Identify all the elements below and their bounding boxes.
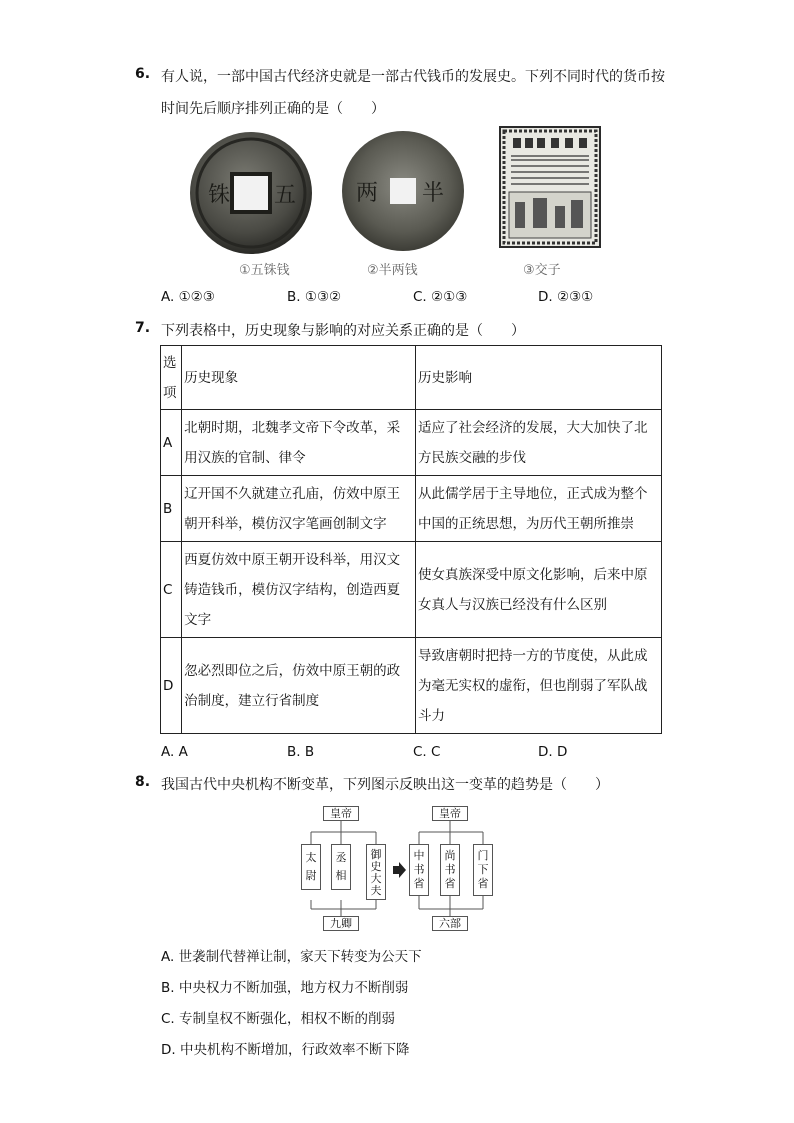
- official-yushidafu: 御 史 大 夫: [366, 844, 386, 900]
- q6-option-a[interactable]: A. ①②③: [161, 289, 215, 305]
- row-phenomenon: 西夏仿效中原王朝开设科举，用汉文 铸造钱币，模仿汉字结构，创造西夏 文字: [182, 542, 416, 638]
- row-impact: 导致唐朝时把持一方的节度使，从此成 为毫无实权的虚衔，但也削弱了军队战 斗力: [416, 638, 662, 734]
- table-header-row: [161, 346, 662, 410]
- row-key: D: [161, 638, 182, 734]
- row-phenomenon: 忽必烈即位之后，仿效中原王朝的政 治制度，建立行省制度: [182, 638, 416, 734]
- q8-option-a[interactable]: A. 世袭制代替禅让制，家天下转变为公天下: [161, 949, 422, 965]
- table-row: [161, 476, 662, 542]
- q8-option-d[interactable]: D. 中央机构不断增加，行政效率不断下降: [161, 1042, 410, 1058]
- row-key: B: [161, 476, 182, 542]
- six-ministries-box: 六部: [432, 916, 468, 931]
- row-phenomenon: 北朝时期，北魏孝文帝下令改革，采 用汉族的官制、律令: [182, 410, 416, 476]
- arrow-right-icon: [393, 862, 406, 878]
- emperor-box-right: 皇帝: [432, 806, 468, 821]
- question-8-stem: 我国古代中央机构不断变革，下列图示反映出这一变革的趋势是（ ）: [161, 777, 609, 793]
- table-row: [161, 542, 662, 638]
- row-impact: 从此儒学居于主导地位，正式成为整个 中国的正统思想，为历代王朝所推崇: [416, 476, 662, 542]
- question-6-stem-line1: 有人说，一部中国古代经济史就是一部古代钱币的发展史。下列不同时代的货币按: [161, 69, 665, 85]
- central-organs-diagram: [296, 800, 500, 935]
- banliang-coin-image: [340, 128, 466, 254]
- official-chengxiang: 丞 相: [331, 844, 351, 890]
- table-row: [161, 410, 662, 476]
- header-phenomenon-cell: 历史现象: [182, 346, 416, 410]
- table-row: [161, 638, 662, 734]
- row-phenomenon: 辽开国不久就建立孔庙，仿效中原王 朝开科举，模仿汉字笔画创制文字: [182, 476, 416, 542]
- note-label-jiaozi: ③交子: [523, 263, 561, 278]
- official-taiwei: 太 尉: [301, 844, 321, 890]
- wuzhu-coin-image: [188, 130, 314, 256]
- coin-char-left: 两: [356, 181, 379, 206]
- q7-option-a[interactable]: A. A: [161, 744, 188, 760]
- row-impact: 适应了社会经济的发展，大大加快了北 方民族交融的步伐: [416, 410, 662, 476]
- coin-label-wuzhu: ①五铢钱: [239, 263, 290, 278]
- nine-ministers-box: 九卿: [323, 916, 359, 931]
- question-6-stem-line2: 时间先后顺序排列正确的是（ ）: [161, 101, 385, 117]
- row-impact: 使女真族深受中原文化影响，后来中原 女真人与汉族已经没有什么区别: [416, 542, 662, 638]
- jiaozi-note-image: [499, 126, 601, 248]
- question-7-stem: 下列表格中，历史现象与影响的对应关系正确的是（ ）: [161, 323, 525, 339]
- official-shangshusheng: 尚 书 省: [440, 844, 460, 896]
- q7-option-d[interactable]: D. D: [538, 744, 568, 760]
- header-impact-cell: 历史影响: [416, 346, 662, 410]
- q6-option-b[interactable]: B. ①③②: [287, 289, 342, 305]
- q6-option-d[interactable]: D. ②③①: [538, 289, 594, 305]
- q6-option-c[interactable]: C. ②①③: [413, 289, 468, 305]
- emperor-box-left: 皇帝: [323, 806, 359, 821]
- official-menxiasheng: 门 下 省: [473, 844, 493, 896]
- coin-char-left: 铢: [208, 183, 231, 208]
- q7-option-c[interactable]: C. C: [413, 744, 441, 760]
- history-table: [160, 345, 662, 734]
- question-6-number: 6.: [135, 66, 151, 82]
- header-option-cell: 选 项: [161, 346, 182, 410]
- question-8-number: 8.: [135, 774, 151, 790]
- q8-option-c[interactable]: C. 专制皇权不断强化，相权不断的削弱: [161, 1011, 396, 1027]
- coin-char-right: 半: [422, 181, 445, 206]
- row-key: A: [161, 410, 182, 476]
- coin-label-banliang: ②半两钱: [367, 263, 418, 278]
- q8-option-b[interactable]: B. 中央权力不断加强，地方权力不断削弱: [161, 980, 409, 996]
- question-7-number: 7.: [135, 320, 151, 336]
- row-key: C: [161, 542, 182, 638]
- q7-option-b[interactable]: B. B: [287, 744, 315, 760]
- coin-char-right: 五: [274, 183, 297, 208]
- official-zhongshusheng: 中 书 省: [409, 844, 429, 896]
